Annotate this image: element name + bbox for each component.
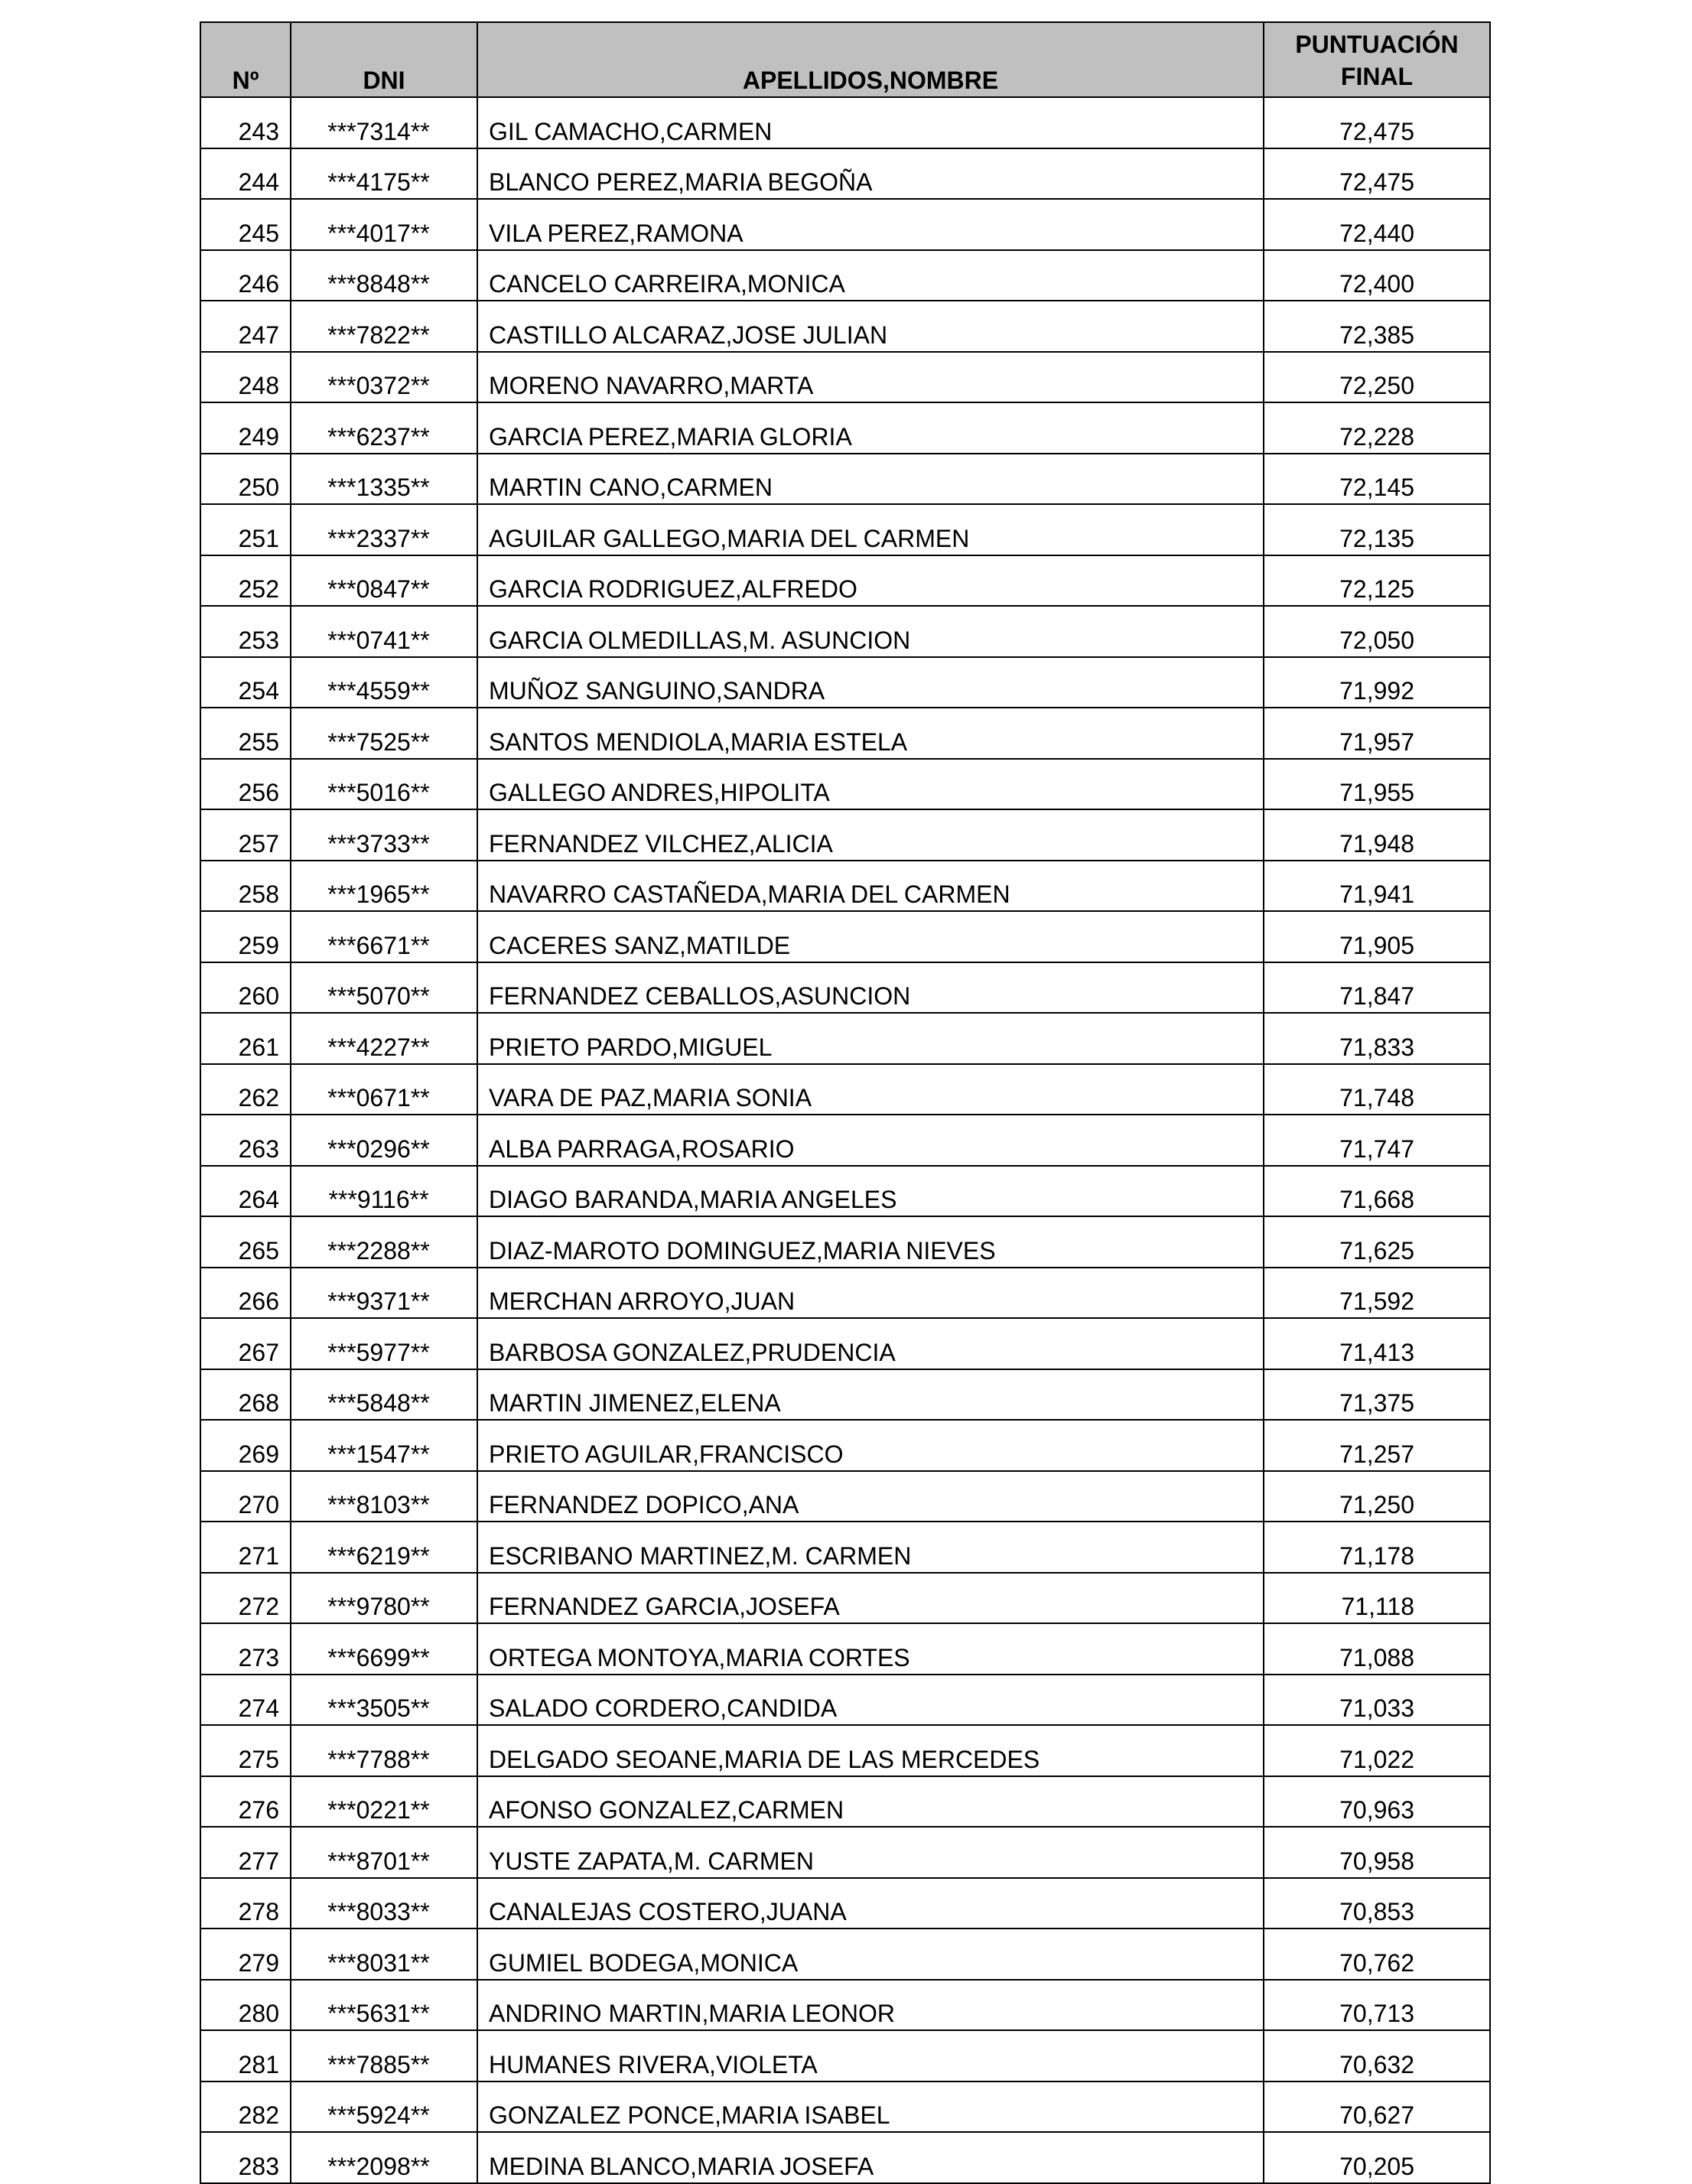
cell-number: 273 — [200, 1623, 291, 1675]
cell-dni: ***8031** — [291, 1928, 477, 1980]
cell-name: FERNANDEZ CEBALLOS,ASUNCION — [477, 962, 1264, 1014]
cell-score: 72,475 — [1264, 97, 1490, 148]
cell-score: 71,957 — [1264, 708, 1490, 759]
table-row — [200, 97, 1490, 148]
cell-score: 72,250 — [1264, 352, 1490, 403]
cell-dni: ***5631** — [291, 1980, 477, 2031]
cell-dni: ***5848** — [291, 1369, 477, 1421]
cell-dni: ***9116** — [291, 1166, 477, 1217]
cell-score: 71,948 — [1264, 809, 1490, 861]
table-row — [200, 1369, 1490, 1421]
cell-number: 246 — [200, 250, 291, 301]
cell-number: 253 — [200, 606, 291, 657]
cell-number: 259 — [200, 911, 291, 962]
cell-name: GUMIEL BODEGA,MONICA — [477, 1928, 1264, 1980]
table-row — [200, 148, 1490, 200]
cell-name: ALBA PARRAGA,ROSARIO — [477, 1115, 1264, 1166]
cell-score: 71,905 — [1264, 911, 1490, 962]
cell-score: 71,747 — [1264, 1115, 1490, 1166]
cell-dni: ***7525** — [291, 708, 477, 759]
cell-name: FERNANDEZ VILCHEZ,ALICIA — [477, 809, 1264, 861]
table-row — [200, 1115, 1490, 1166]
cell-name: MERCHAN ARROYO,JUAN — [477, 1268, 1264, 1319]
cell-score: 71,748 — [1264, 1064, 1490, 1115]
cell-number: 256 — [200, 759, 291, 810]
cell-score: 72,125 — [1264, 555, 1490, 607]
cell-number: 267 — [200, 1318, 291, 1369]
cell-number: 251 — [200, 504, 291, 555]
cell-dni: ***9780** — [291, 1573, 477, 1624]
cell-dni: ***0847** — [291, 555, 477, 607]
cell-name: GARCIA OLMEDILLAS,M. ASUNCION — [477, 606, 1264, 657]
table-row — [200, 606, 1490, 657]
table-row — [200, 1573, 1490, 1624]
table-row — [200, 2081, 1490, 2133]
cell-dni: ***6671** — [291, 911, 477, 962]
cell-dni: ***7885** — [291, 2030, 477, 2081]
cell-score: 72,228 — [1264, 402, 1490, 454]
cell-score: 72,385 — [1264, 301, 1490, 352]
cell-number: 255 — [200, 708, 291, 759]
cell-dni: ***0671** — [291, 1064, 477, 1115]
cell-dni: ***8033** — [291, 1878, 477, 1929]
cell-name: GARCIA RODRIGUEZ,ALFREDO — [477, 555, 1264, 607]
cell-number: 243 — [200, 97, 291, 148]
table-row — [200, 1216, 1490, 1268]
cell-score: 71,413 — [1264, 1318, 1490, 1369]
cell-name: GONZALEZ PONCE,MARIA ISABEL — [477, 2081, 1264, 2133]
header-row — [200, 22, 1490, 97]
table-row — [200, 1623, 1490, 1675]
header-score-line1: PUNTUACIÓN — [1295, 31, 1459, 58]
table-row — [200, 1166, 1490, 1217]
table-row — [200, 1420, 1490, 1471]
cell-score: 71,847 — [1264, 962, 1490, 1014]
cell-score: 71,033 — [1264, 1675, 1490, 1726]
cell-dni: ***0372** — [291, 352, 477, 403]
cell-number: 275 — [200, 1725, 291, 1776]
cell-score: 71,941 — [1264, 861, 1490, 912]
cell-score: 71,592 — [1264, 1268, 1490, 1319]
table-row — [200, 861, 1490, 912]
cell-name: CASTILLO ALCARAZ,JOSE JULIAN — [477, 301, 1264, 352]
header-score — [1264, 22, 1490, 97]
cell-dni: ***2288** — [291, 1216, 477, 1268]
cell-score: 71,833 — [1264, 1013, 1490, 1064]
cell-score: 72,145 — [1264, 454, 1490, 505]
cell-dni: ***0221** — [291, 1776, 477, 1828]
cell-number: 247 — [200, 301, 291, 352]
cell-name: ESCRIBANO MARTINEZ,M. CARMEN — [477, 1522, 1264, 1573]
cell-dni: ***5070** — [291, 962, 477, 1014]
table-row — [200, 1268, 1490, 1319]
cell-score: 71,022 — [1264, 1725, 1490, 1776]
cell-name: SALADO CORDERO,CANDIDA — [477, 1675, 1264, 1726]
table-row — [200, 1776, 1490, 1828]
table-row — [200, 301, 1490, 352]
cell-name: DELGADO SEOANE,MARIA DE LAS MERCEDES — [477, 1725, 1264, 1776]
cell-dni: ***6219** — [291, 1522, 477, 1573]
cell-name: ORTEGA MONTOYA,MARIA CORTES — [477, 1623, 1264, 1675]
table-row — [200, 1318, 1490, 1369]
table-row — [200, 1878, 1490, 1929]
cell-score: 72,475 — [1264, 148, 1490, 200]
cell-name: GALLEGO ANDRES,HIPOLITA — [477, 759, 1264, 810]
cell-dni: ***8103** — [291, 1471, 477, 1522]
cell-number: 274 — [200, 1675, 291, 1726]
table-row — [200, 708, 1490, 759]
table-row — [200, 250, 1490, 301]
cell-number: 276 — [200, 1776, 291, 1828]
table-row — [200, 1471, 1490, 1522]
cell-number: 272 — [200, 1573, 291, 1624]
cell-dni: ***2337** — [291, 504, 477, 555]
cell-number: 254 — [200, 657, 291, 708]
cell-score: 71,088 — [1264, 1623, 1490, 1675]
table-row — [200, 2132, 1490, 2183]
cell-dni: ***1965** — [291, 861, 477, 912]
cell-dni: ***7314** — [291, 97, 477, 148]
cell-dni: ***2098** — [291, 2132, 477, 2183]
cell-number: 244 — [200, 148, 291, 200]
cell-score: 72,400 — [1264, 250, 1490, 301]
cell-dni: ***3505** — [291, 1675, 477, 1726]
cell-number: 278 — [200, 1878, 291, 1929]
cell-number: 248 — [200, 352, 291, 403]
results-table — [200, 21, 1491, 2184]
table-row — [200, 402, 1490, 454]
cell-number: 252 — [200, 555, 291, 607]
cell-name: VARA DE PAZ,MARIA SONIA — [477, 1064, 1264, 1115]
cell-score: 70,762 — [1264, 1928, 1490, 1980]
table-body — [200, 97, 1490, 2183]
cell-score: 71,668 — [1264, 1166, 1490, 1217]
cell-score: 71,992 — [1264, 657, 1490, 708]
cell-name: HUMANES RIVERA,VIOLETA — [477, 2030, 1264, 2081]
table-row — [200, 1064, 1490, 1115]
table-row — [200, 1928, 1490, 1980]
table-row — [200, 1013, 1490, 1064]
cell-number: 250 — [200, 454, 291, 505]
cell-name: SANTOS MENDIOLA,MARIA ESTELA — [477, 708, 1264, 759]
cell-dni: ***7788** — [291, 1725, 477, 1776]
cell-score: 72,135 — [1264, 504, 1490, 555]
cell-dni: ***4227** — [291, 1013, 477, 1064]
cell-dni: ***4559** — [291, 657, 477, 708]
cell-dni: ***3733** — [291, 809, 477, 861]
cell-score: 70,627 — [1264, 2081, 1490, 2133]
cell-name: GARCIA PEREZ,MARIA GLORIA — [477, 402, 1264, 454]
cell-name: AFONSO GONZALEZ,CARMEN — [477, 1776, 1264, 1828]
table-row — [200, 1675, 1490, 1726]
table-row — [200, 555, 1490, 607]
cell-score: 71,257 — [1264, 1420, 1490, 1471]
header-name: APELLIDOS,NOMBRE — [477, 22, 1264, 97]
cell-dni: ***7822** — [291, 301, 477, 352]
table-row — [200, 352, 1490, 403]
cell-name: BLANCO PEREZ,MARIA BEGOÑA — [477, 148, 1264, 200]
cell-number: 257 — [200, 809, 291, 861]
cell-score: 71,955 — [1264, 759, 1490, 810]
cell-dni: ***6237** — [291, 402, 477, 454]
cell-score: 71,118 — [1264, 1573, 1490, 1624]
table-row — [200, 1980, 1490, 2031]
cell-score: 70,958 — [1264, 1827, 1490, 1878]
table-row — [200, 1522, 1490, 1573]
cell-name: MEDINA BLANCO,MARIA JOSEFA — [477, 2132, 1264, 2183]
cell-dni: ***5924** — [291, 2081, 477, 2133]
header-score-line2: FINAL — [1340, 63, 1414, 90]
cell-name: DIAZ-MAROTO DOMINGUEZ,MARIA NIEVES — [477, 1216, 1264, 1268]
cell-name: MARTIN JIMENEZ,ELENA — [477, 1369, 1264, 1421]
table-row — [200, 199, 1490, 250]
cell-dni: ***0296** — [291, 1115, 477, 1166]
cell-number: 269 — [200, 1420, 291, 1471]
cell-number: 261 — [200, 1013, 291, 1064]
cell-number: 279 — [200, 1928, 291, 1980]
table-row — [200, 962, 1490, 1014]
cell-number: 268 — [200, 1369, 291, 1421]
cell-score: 71,375 — [1264, 1369, 1490, 1421]
cell-name: NAVARRO CASTAÑEDA,MARIA DEL CARMEN — [477, 861, 1264, 912]
cell-name: DIAGO BARANDA,MARIA ANGELES — [477, 1166, 1264, 1217]
cell-name: YUSTE ZAPATA,M. CARMEN — [477, 1827, 1264, 1878]
cell-number: 280 — [200, 1980, 291, 2031]
table-row — [200, 911, 1490, 962]
cell-number: 282 — [200, 2081, 291, 2133]
cell-name: PRIETO AGUILAR,FRANCISCO — [477, 1420, 1264, 1471]
cell-name: CANALEJAS COSTERO,JUANA — [477, 1878, 1264, 1929]
cell-score: 70,963 — [1264, 1776, 1490, 1828]
cell-dni: ***4017** — [291, 199, 477, 250]
cell-number: 264 — [200, 1166, 291, 1217]
cell-name: ANDRINO MARTIN,MARIA LEONOR — [477, 1980, 1264, 2031]
cell-dni: ***9371** — [291, 1268, 477, 1319]
cell-dni: ***8848** — [291, 250, 477, 301]
cell-number: 270 — [200, 1471, 291, 1522]
cell-number: 281 — [200, 2030, 291, 2081]
cell-score: 70,713 — [1264, 1980, 1490, 2031]
cell-number: 245 — [200, 199, 291, 250]
cell-dni: ***1335** — [291, 454, 477, 505]
cell-name: CANCELO CARREIRA,MONICA — [477, 250, 1264, 301]
header-dni: DNI — [291, 22, 477, 97]
cell-name: VILA PEREZ,RAMONA — [477, 199, 1264, 250]
table-row — [200, 2030, 1490, 2081]
cell-number: 277 — [200, 1827, 291, 1878]
table-row — [200, 504, 1490, 555]
cell-number: 258 — [200, 861, 291, 912]
table-row — [200, 657, 1490, 708]
cell-dni: ***1547** — [291, 1420, 477, 1471]
cell-name: CACERES SANZ,MATILDE — [477, 911, 1264, 962]
cell-dni: ***0741** — [291, 606, 477, 657]
cell-number: 249 — [200, 402, 291, 454]
cell-score: 71,625 — [1264, 1216, 1490, 1268]
cell-name: BARBOSA GONZALEZ,PRUDENCIA — [477, 1318, 1264, 1369]
cell-name: MORENO NAVARRO,MARTA — [477, 352, 1264, 403]
cell-number: 266 — [200, 1268, 291, 1319]
table-row — [200, 454, 1490, 505]
cell-name: FERNANDEZ DOPICO,ANA — [477, 1471, 1264, 1522]
cell-dni: ***5016** — [291, 759, 477, 810]
cell-score: 72,050 — [1264, 606, 1490, 657]
cell-score: 70,853 — [1264, 1878, 1490, 1929]
cell-number: 283 — [200, 2132, 291, 2183]
cell-name: GIL CAMACHO,CARMEN — [477, 97, 1264, 148]
cell-number: 260 — [200, 962, 291, 1014]
cell-name: FERNANDEZ GARCIA,JOSEFA — [477, 1573, 1264, 1624]
table-row — [200, 809, 1490, 861]
cell-score: 71,178 — [1264, 1522, 1490, 1573]
cell-dni: ***4175** — [291, 148, 477, 200]
cell-score: 70,205 — [1264, 2132, 1490, 2183]
cell-dni: ***6699** — [291, 1623, 477, 1675]
cell-number: 263 — [200, 1115, 291, 1166]
table-row — [200, 759, 1490, 810]
table-row — [200, 1725, 1490, 1776]
table-row — [200, 1827, 1490, 1878]
cell-score: 72,440 — [1264, 199, 1490, 250]
cell-number: 271 — [200, 1522, 291, 1573]
header-num: Nº — [200, 22, 291, 97]
cell-name: MARTIN CANO,CARMEN — [477, 454, 1264, 505]
cell-dni: ***8701** — [291, 1827, 477, 1878]
cell-number: 265 — [200, 1216, 291, 1268]
cell-score: 71,250 — [1264, 1471, 1490, 1522]
cell-dni: ***5977** — [291, 1318, 477, 1369]
cell-name: AGUILAR GALLEGO,MARIA DEL CARMEN — [477, 504, 1264, 555]
cell-score: 70,632 — [1264, 2030, 1490, 2081]
cell-number: 262 — [200, 1064, 291, 1115]
cell-name: MUÑOZ SANGUINO,SANDRA — [477, 657, 1264, 708]
cell-name: PRIETO PARDO,MIGUEL — [477, 1013, 1264, 1064]
